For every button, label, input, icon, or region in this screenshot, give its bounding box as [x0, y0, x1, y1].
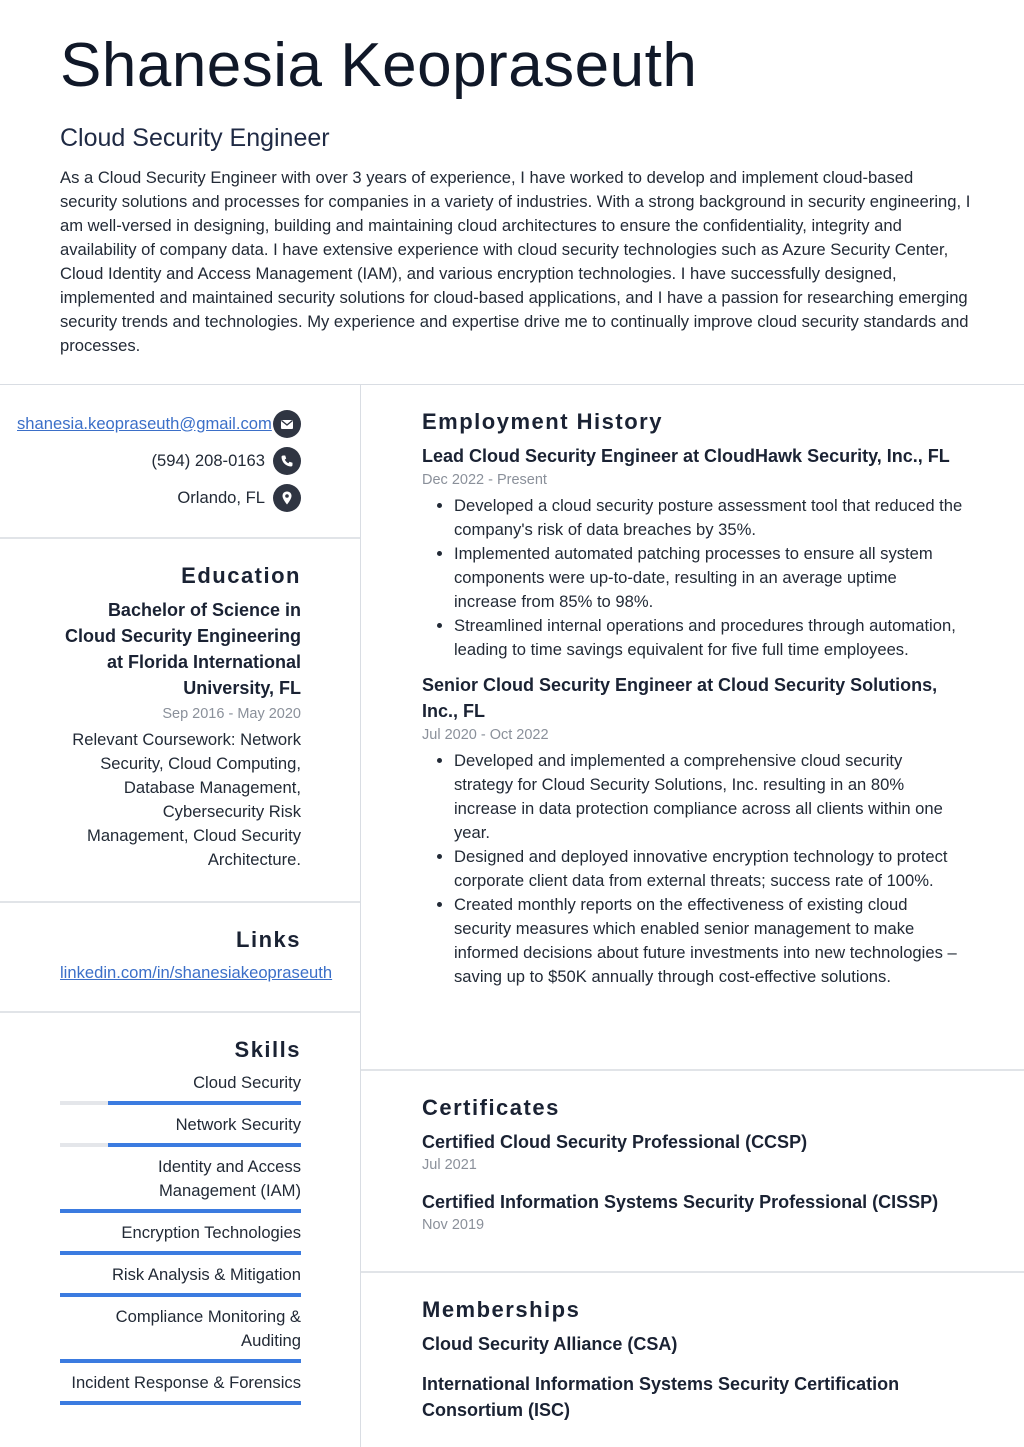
job-entry-dates: Dec 2022 - Present: [422, 472, 547, 488]
left-column: [0, 385, 360, 1405]
skill-level-bar: [60, 1293, 301, 1297]
skills-section: [0, 1013, 360, 1405]
certificate-name: Certified Information Systems Security Professional (CISSP): [422, 1192, 939, 1212]
profile-summary: As a Cloud Security Engineer with over 3 years of experience, I have worked to develop and implement cloud-based security solutions and processes for companies in a variety of industries. With a strong background in security engineering, I am well-versed in designing, building and maintaining cloud architectures to ensure the confidentiality, integrity and availability of company data. I have extensive experience with cloud security technologies such as Azure Security Center, Cloud Identity and Access Management (IAM), and various encryption technologies. I have successfully designed, implemented and maintained security solutions for cloud-based applications, and I have a passion for researching emerging security trends and technologies. My experience and expertise drive me to continually improve cloud security standards and processes.: [60, 168, 971, 355]
skills-list: [60, 1071, 301, 1405]
job-bullet: • Designed and deployed innovative encryption technology to protect corporate client data from external threats; success rate of 100%.: [454, 845, 964, 893]
employment-heading: Employment History: [422, 409, 663, 434]
skill-level-fill: [60, 1293, 301, 1297]
membership-item: International Information Systems Security Certification Consortium (ISC): [422, 1374, 900, 1420]
resume-header: [0, 0, 1024, 358]
memberships-section: [361, 1273, 1024, 1423]
skill-name: Identity and Access Management (IAM): [158, 1157, 301, 1200]
job-bullets: [422, 494, 964, 662]
right-column: [361, 385, 1024, 1423]
phone-number: (594) 208-0163: [151, 450, 265, 470]
contact-location: [60, 479, 301, 516]
skill-level-fill: [60, 1359, 301, 1363]
memberships-heading: Memberships: [422, 1297, 581, 1322]
skill-name: Cloud Security: [193, 1073, 301, 1092]
skill-item: [60, 1113, 301, 1147]
skill-level-bar: [60, 1251, 301, 1255]
skill-level-fill: [60, 1401, 301, 1405]
jobs-list: [422, 443, 964, 989]
skill-level-fill: [60, 1209, 301, 1213]
education-description: Relevant Coursework: Network Security, Cloud Computing, Database Management, Cybersecurity Risk Management, Cloud Security Architecture.: [72, 730, 301, 869]
phone-icon: [273, 447, 301, 475]
job-entry: [422, 443, 964, 662]
membership-item: Cloud Security Alliance (CSA): [422, 1334, 678, 1354]
skill-name: Encryption Technologies: [121, 1223, 301, 1242]
skill-level-fill: [60, 1251, 301, 1255]
skill-name: Incident Response & Forensics: [71, 1373, 301, 1392]
education-heading: Education: [181, 563, 301, 588]
skill-item: [60, 1071, 301, 1105]
education-section: [0, 539, 360, 903]
memberships-list: [422, 1331, 964, 1423]
skills-heading: Skills: [234, 1037, 301, 1062]
job-bullet: • Implemented automated patching processes to ensure all system components were up-to-date, resulting in an average uptime increase from 85% to 98%.: [454, 542, 964, 614]
education-dates: Sep 2016 - May 2020: [162, 706, 301, 722]
skill-item: [60, 1221, 301, 1255]
skill-item: [60, 1155, 301, 1213]
linkedin-link[interactable]: linkedin.com/in/shanesiakeopraseuth: [60, 963, 333, 982]
certificate-item: [422, 1129, 964, 1175]
envelope-icon: [273, 410, 301, 438]
employment-section: [361, 385, 1024, 1071]
job-title: Cloud Security Engineer: [60, 124, 330, 152]
job-bullet: • Developed and implemented a comprehensive cloud security strategy for Cloud Security Solutions, Inc. resulting in an 80% increase in data protection compliance across all clients within one year.: [454, 749, 964, 845]
job-entry-dates: Jul 2020 - Oct 2022: [422, 727, 549, 743]
certificate-item: [422, 1189, 964, 1235]
skill-name: Compliance Monitoring & Auditing: [115, 1307, 301, 1350]
skill-level-bar: [60, 1209, 301, 1213]
skill-level-bar: [60, 1143, 301, 1147]
skill-level-fill: [108, 1143, 301, 1147]
links-heading: Links: [236, 927, 301, 952]
job-bullet: • Streamlined internal operations and procedures through automation, leading to time savings equivalent for five full time employees.: [454, 614, 964, 662]
links-section: [0, 903, 360, 1013]
map-pin-icon: [273, 484, 301, 512]
degree-title: Bachelor of Science in Cloud Security Engineering at Florida International University, FL: [64, 600, 301, 698]
skill-level-bar: [60, 1359, 301, 1363]
job-entry-title: Senior Cloud Security Engineer at Cloud Security Solutions, Inc., FL: [422, 675, 938, 721]
certificate-date: Nov 2019: [422, 1217, 485, 1233]
certificate-date: Jul 2021: [422, 1157, 477, 1173]
certificates-heading: Certificates: [422, 1095, 560, 1120]
skill-level-bar: [60, 1101, 301, 1105]
certificates-list: [422, 1129, 964, 1235]
location-text: Orlando, FL: [177, 487, 265, 507]
contact-phone: [60, 442, 301, 479]
job-bullet: • Developed a cloud security posture assessment tool that reduced the company's risk of data breaches by 35%.: [454, 494, 964, 542]
contact-email: [17, 405, 301, 442]
job-entry-title: Lead Cloud Security Engineer at CloudHawk Security, Inc., FL: [422, 446, 950, 466]
job-bullets: [422, 749, 964, 989]
contact-section: [0, 385, 360, 539]
certificate-name: Certified Cloud Security Professional (CCSP): [422, 1132, 808, 1152]
skill-level-bar: [60, 1401, 301, 1405]
skill-item: [60, 1371, 301, 1405]
skill-item: [60, 1305, 301, 1363]
skill-level-fill: [108, 1101, 301, 1105]
email-link[interactable]: shanesia.keopraseuth@gmail.com: [17, 413, 272, 433]
candidate-name: Shanesia Keopraseuth: [60, 31, 698, 100]
skill-name: Network Security: [175, 1115, 301, 1134]
job-entry: [422, 672, 964, 989]
job-bullet: • Created monthly reports on the effectiveness of existing cloud security measures which enabled senior management to make informed decisions about future investments into new technologies – saving up to $50K annually through cost-effective solutions.: [454, 893, 964, 989]
skill-item: [60, 1263, 301, 1297]
skill-name: Risk Analysis & Mitigation: [111, 1265, 301, 1284]
certificates-section: [361, 1071, 1024, 1273]
